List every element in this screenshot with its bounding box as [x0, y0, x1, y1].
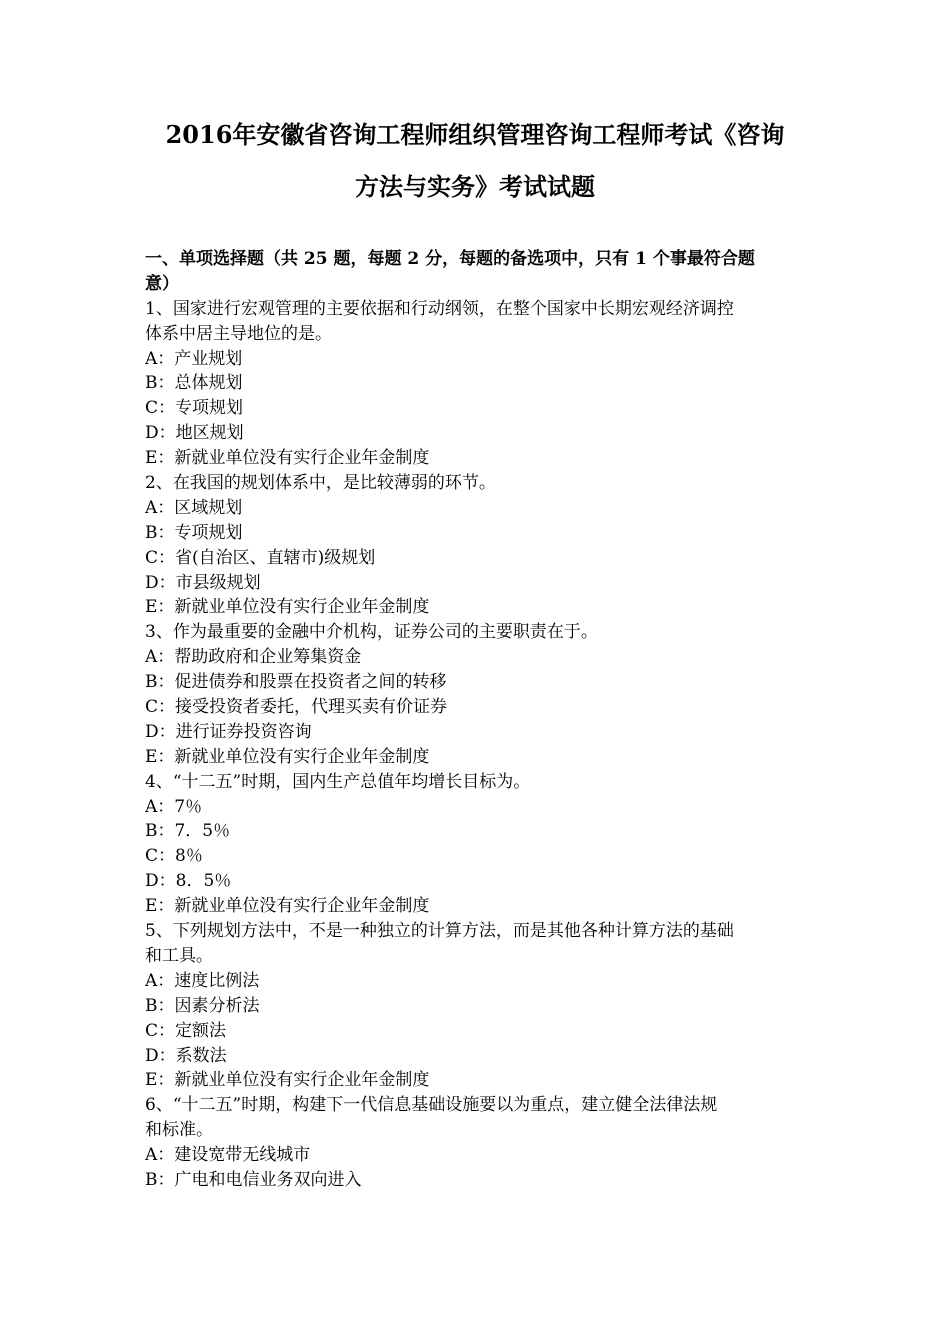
document-body: [145, 247, 810, 1193]
section-header: 意）: [145, 273, 179, 294]
question-2: [145, 471, 810, 620]
option-a: A：速度比例法: [145, 970, 260, 991]
option-d: D：市县级规划: [145, 572, 261, 593]
question-stem: 4、“十二五”时期，国内生产总值年均增长目标为。: [145, 771, 531, 792]
option-a: A：产业规划: [145, 348, 243, 369]
option-b: B：7．5％: [145, 821, 231, 842]
question-stem: 6、“十二五”时期，构建下一代信息基础设施要以为重点，建立健全法律法规: [145, 1095, 718, 1116]
option-c: C：省(自治区、直辖市)级规划: [145, 547, 376, 568]
question-stem: 体系中居主导地位的是。: [145, 323, 332, 344]
option-e: E：新就业单位没有实行企业年金制度: [145, 1070, 430, 1091]
option-e: E：新就业单位没有实行企业年金制度: [145, 896, 430, 917]
option-e: E：新就业单位没有实行企业年金制度: [145, 448, 430, 469]
document-title-line-2: 方法与实务》考试试题: [355, 172, 595, 201]
option-a: A：建设宽带无线城市: [145, 1145, 311, 1166]
question-6: [145, 1093, 810, 1193]
option-e: E：新就业单位没有实行企业年金制度: [145, 597, 430, 618]
option-a: A：7％: [145, 796, 203, 817]
option-e: E：新就业单位没有实行企业年金制度: [145, 746, 430, 767]
question-5: [145, 919, 810, 1093]
question-stem: 3、作为最重要的金融中介机构，证券公司的主要职责在于。: [145, 622, 598, 643]
section-header: 一、单项选择题（共 25 题，每题 2 分，每题的备选项中，只有 1 个事最符合题: [145, 249, 755, 269]
option-b: B：专项规划: [145, 522, 243, 543]
question-1: [145, 297, 810, 471]
option-d: D：地区规划: [145, 423, 244, 444]
option-b: B：促进债券和股票在投资者之间的转移: [145, 672, 447, 693]
question-stem: 2、在我国的规划体系中，是比较薄弱的环节。: [145, 473, 496, 494]
option-c: C：专项规划: [145, 398, 244, 419]
option-d: D：进行证券投资咨询: [145, 721, 312, 742]
question-stem: 和标准。: [145, 1120, 213, 1141]
question-stem: 5、下列规划方法中，不是一种独立的计算方法，而是其他各种计算方法的基础: [145, 921, 734, 942]
option-b: B：广电和电信业务双向进入: [145, 1169, 362, 1190]
option-c: C：定额法: [145, 1020, 227, 1041]
question-3: [145, 620, 810, 769]
option-a: A：帮助政府和企业筹集资金: [145, 647, 362, 668]
option-d: D：8．5％: [145, 871, 232, 892]
option-c: C：接受投资者委托，代理买卖有价证券: [145, 697, 448, 718]
option-b: B：总体规划: [145, 373, 243, 394]
option-b: B：因素分析法: [145, 995, 260, 1016]
option-a: A：区域规划: [145, 497, 243, 518]
option-c: C：8％: [145, 846, 203, 867]
document-title-line-1: 2016年安徽省咨询工程师组织管理咨询工程师考试《咨询: [165, 120, 785, 149]
option-d: D：系数法: [145, 1045, 227, 1066]
question-stem: 1、国家进行宏观管理的主要依据和行动纲领，在整个国家中长期宏观经济调控: [145, 298, 734, 319]
question-stem: 和工具。: [145, 945, 213, 966]
question-4: [145, 770, 810, 919]
